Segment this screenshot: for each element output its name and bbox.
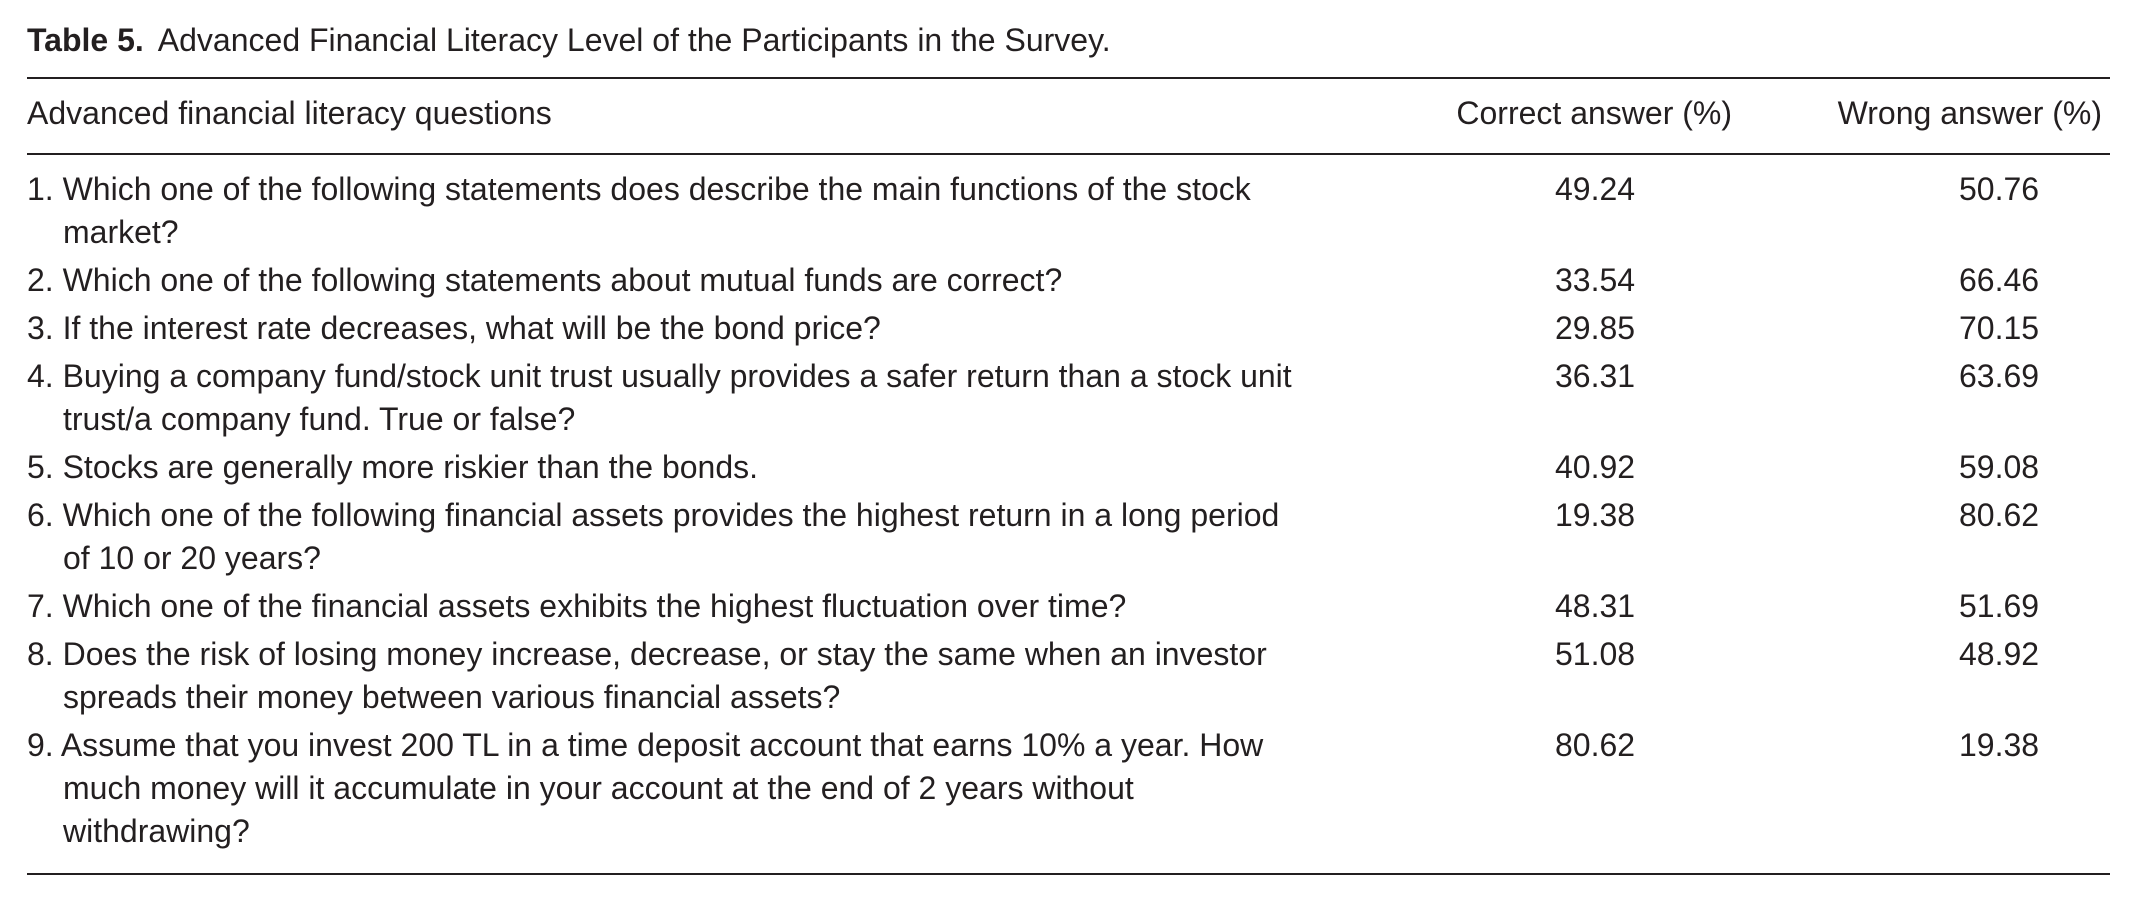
- header-row: [27, 92, 2110, 153]
- question-cell: 1. Which one of the following statements does describe the main functions of the stock market?: [27, 171, 1251, 250]
- question-cell: 9. Assume that you invest 200 TL in a time deposit account that earns 10% a year. How much money will it accumulate in your account at the end of 2 years without withdrawing?: [27, 727, 1264, 849]
- table-row: [27, 446, 2110, 494]
- correct-cell: 19.38: [1555, 497, 1636, 533]
- wrong-cell: 59.08: [1959, 449, 2040, 485]
- correct-cell: 51.08: [1555, 636, 1636, 672]
- correct-cell: 40.92: [1555, 449, 1636, 485]
- correct-cell: 48.31: [1555, 588, 1636, 624]
- table-caption: [27, 18, 1111, 62]
- wrong-cell: 70.15: [1959, 310, 2040, 346]
- table-caption-label: Table 5.: [27, 22, 144, 58]
- table-row: [27, 494, 2110, 585]
- results-table: [27, 92, 2110, 858]
- table-row: [27, 585, 2110, 633]
- question-cell: 5. Stocks are generally more riskier than the bonds.: [27, 449, 759, 485]
- wrong-cell: 63.69: [1959, 358, 2040, 394]
- wrong-cell: 48.92: [1959, 636, 2040, 672]
- correct-cell: 49.24: [1555, 171, 1636, 207]
- question-cell: 2. Which one of the following statements about mutual funds are correct?: [27, 262, 1063, 298]
- table-row: [27, 153, 2110, 259]
- wrong-cell: 51.69: [1959, 588, 2040, 624]
- question-cell: 8. Does the risk of losing money increase, decrease, or stay the same when an investor spreads their money between various financial assets?: [27, 636, 1267, 715]
- question-cell: 3. If the interest rate decreases, what will be the bond price?: [27, 310, 881, 346]
- table-row: [27, 259, 2110, 307]
- correct-cell: 33.54: [1555, 262, 1636, 298]
- wrong-cell: 80.62: [1959, 497, 2040, 533]
- question-cell: 6. Which one of the following financial assets provides the highest return in a long period of 10 or 20 years?: [27, 497, 1280, 576]
- column-header-question: Advanced financial literacy questions: [27, 95, 552, 131]
- table-row: [27, 307, 2110, 355]
- wrong-cell: 50.76: [1959, 171, 2040, 207]
- table-caption-title: Advanced Financial Literacy Level of the Participants in the Survey.: [157, 22, 1111, 58]
- table-row: [27, 724, 2110, 858]
- wrong-cell: 66.46: [1959, 262, 2040, 298]
- correct-cell: 29.85: [1555, 310, 1636, 346]
- question-cell: 7. Which one of the financial assets exhibits the highest fluctuation over time?: [27, 588, 1127, 624]
- correct-cell: 36.31: [1555, 358, 1636, 394]
- table-row: [27, 355, 2110, 446]
- wrong-cell: 19.38: [1959, 727, 2040, 763]
- bottom-rule: [27, 873, 2110, 875]
- table-row: [27, 633, 2110, 724]
- correct-cell: 80.62: [1555, 727, 1636, 763]
- column-header-wrong: Wrong answer (%): [1837, 95, 2102, 131]
- column-header-correct: Correct answer (%): [1456, 95, 1732, 131]
- top-rule: [27, 77, 2110, 79]
- question-cell: 4. Buying a company fund/stock unit trust usually provides a safer return than a stock unit trust/a company fund. True or false?: [27, 358, 1292, 437]
